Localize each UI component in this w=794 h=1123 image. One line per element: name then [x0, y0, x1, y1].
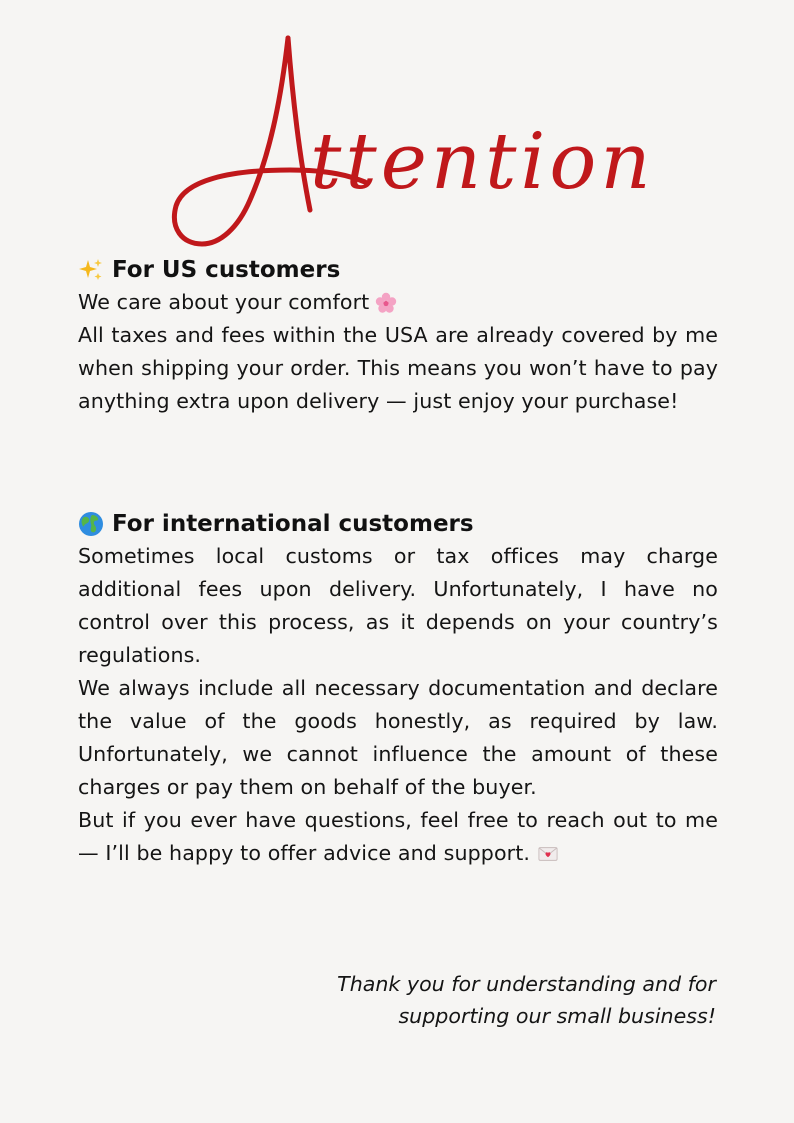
title-tail: ttention: [310, 117, 655, 207]
international-paragraph-3-text: But if you ever have questions, feel free to reach out to me — I’ll be happy to offer advice and support.: [78, 808, 718, 865]
closing-note: [196, 968, 716, 1032]
love-letter-icon: [536, 844, 560, 864]
sparkles-icon: [78, 257, 104, 283]
us-heading-text: For US customers: [112, 257, 341, 283]
us-comfort-line: [78, 286, 718, 319]
international-heading: [78, 508, 718, 540]
international-heading-text: For international customers: [112, 511, 474, 537]
us-customers-section: [78, 254, 718, 418]
us-paragraph: All taxes and fees within the USA are already covered by me when shipping your order. This means you won’t have to pay anything extra upon delivery — just enjoy your purchase!: [78, 323, 718, 413]
international-paragraph-2: We always include all necessary documentation and declare the value of the goods honestly, as required by law. Unfortunately, we cannot influence the amount of these charges or pay them on behalf of the buyer.: [78, 676, 718, 799]
us-heading: [78, 254, 718, 286]
globe-icon: [78, 511, 104, 537]
international-paragraph-3: [78, 804, 718, 870]
cherry-blossom-icon: [375, 292, 397, 314]
international-paragraph-1: Sometimes local customs or tax offices may charge additional fees upon delivery. Unfortunately, I have no control over this process, as it depends on your country’s regulations.: [78, 544, 718, 667]
closing-line-2: supporting our small business!: [398, 1004, 716, 1028]
title-block: [160, 30, 655, 260]
us-comfort-text: We care about your comfort: [78, 290, 370, 314]
closing-line-1: Thank you for understanding and for: [337, 972, 716, 996]
international-customers-section: [78, 508, 718, 870]
title-lettering: [160, 30, 655, 260]
